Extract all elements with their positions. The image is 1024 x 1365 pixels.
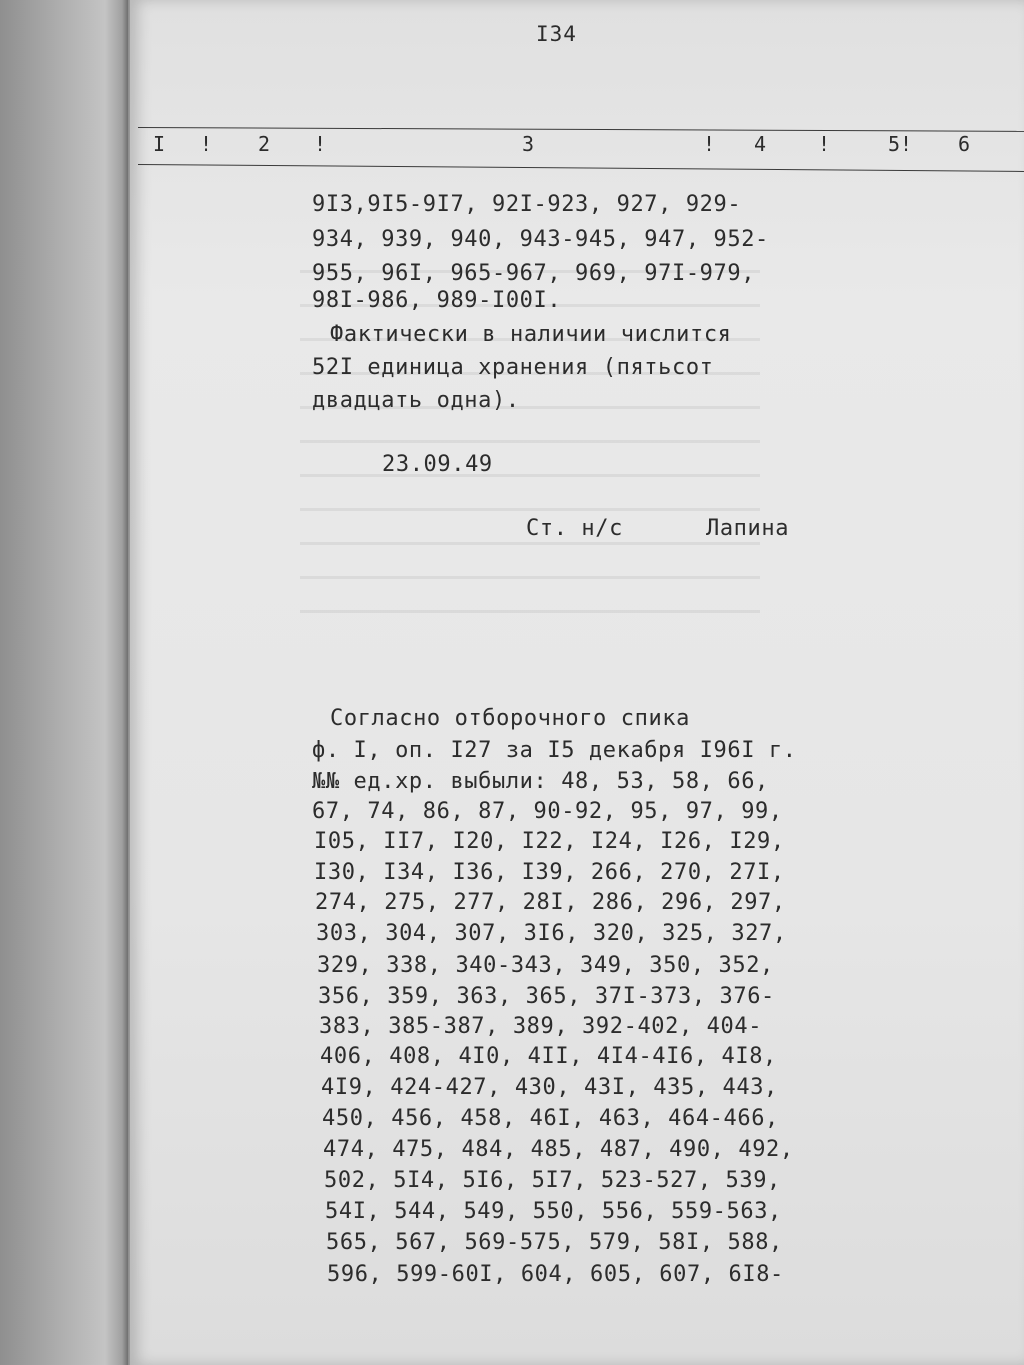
- block2-line: 329, 338, 340-343, 349, 350, 352,: [317, 953, 774, 978]
- block2-line: Согласно отборочного спика: [330, 706, 690, 731]
- block2-line: 474, 475, 484, 485, 487, 490, 492,: [323, 1137, 794, 1162]
- left-page-edge: [0, 0, 128, 1365]
- block2-line: 406, 408, 4I0, 4II, 4I4-4I6, 4I8,: [320, 1044, 777, 1069]
- column-number-6: 6: [958, 132, 971, 156]
- block2-line: 450, 456, 458, 46I, 463, 464-466,: [322, 1106, 779, 1131]
- column-separator: !: [314, 132, 327, 156]
- block2-line: ф. I, оп. I27 за I5 декабря I96I г.: [312, 738, 797, 763]
- inventory-line: 9I3,9I5-9I7, 92I-923, 927, 929-: [312, 192, 742, 217]
- fact-line: 52I единица хранения (пятьсот: [312, 355, 714, 380]
- block2-line: №№ ед.хр. выбыли: 48, 53, 58, 66,: [312, 769, 769, 794]
- column-number-5: 5!: [888, 132, 913, 156]
- block2-line: 4I9, 424-427, 430, 43I, 435, 443,: [321, 1075, 778, 1100]
- column-number-4: 4: [754, 132, 767, 156]
- page-number: I34: [536, 22, 577, 46]
- block2-line: I05, II7, I20, I22, I24, I26, I29,: [314, 829, 785, 854]
- column-number-1: I: [153, 132, 166, 156]
- column-number-2: 2: [258, 132, 271, 156]
- block2-line: 54I, 544, 549, 550, 556, 559-563,: [325, 1199, 782, 1224]
- block2-line: I30, I34, I36, I39, 266, 270, 27I,: [314, 860, 785, 885]
- inventory-line: 98I-986, 989-I00I.: [312, 288, 562, 313]
- column-separator: !: [818, 132, 831, 156]
- block2-line: 274, 275, 277, 28I, 286, 296, 297,: [315, 890, 786, 915]
- block2-line: 67, 74, 86, 87, 90-92, 95, 97, 99,: [312, 799, 783, 824]
- signature-line: Ст. н/с Лапина: [526, 516, 790, 541]
- column-separator: !: [703, 132, 716, 156]
- block2-line: 502, 5I4, 5I6, 5I7, 523-527, 539,: [324, 1168, 781, 1193]
- column-number-3: 3: [522, 132, 535, 156]
- column-separator: !: [200, 132, 213, 156]
- block2-line: 356, 359, 363, 365, 37I-373, 376-: [318, 984, 775, 1009]
- block2-line: 303, 304, 307, 3I6, 320, 325, 327,: [316, 921, 787, 946]
- inventory-line: 955, 96I, 965-967, 969, 97I-979,: [312, 261, 756, 286]
- block2-line: 565, 567, 569-575, 579, 58I, 588,: [326, 1230, 783, 1255]
- fact-line: Фактически в наличии числится: [330, 322, 732, 347]
- date: 23.09.49: [382, 452, 493, 477]
- block2-line: 596, 599-60I, 604, 605, 607, 6I8-: [327, 1262, 784, 1287]
- block2-line: 383, 385-387, 389, 392-402, 404-: [319, 1014, 763, 1039]
- inventory-line: 934, 939, 940, 943-945, 947, 952-: [312, 227, 769, 252]
- fact-line: двадцать одна).: [312, 388, 520, 413]
